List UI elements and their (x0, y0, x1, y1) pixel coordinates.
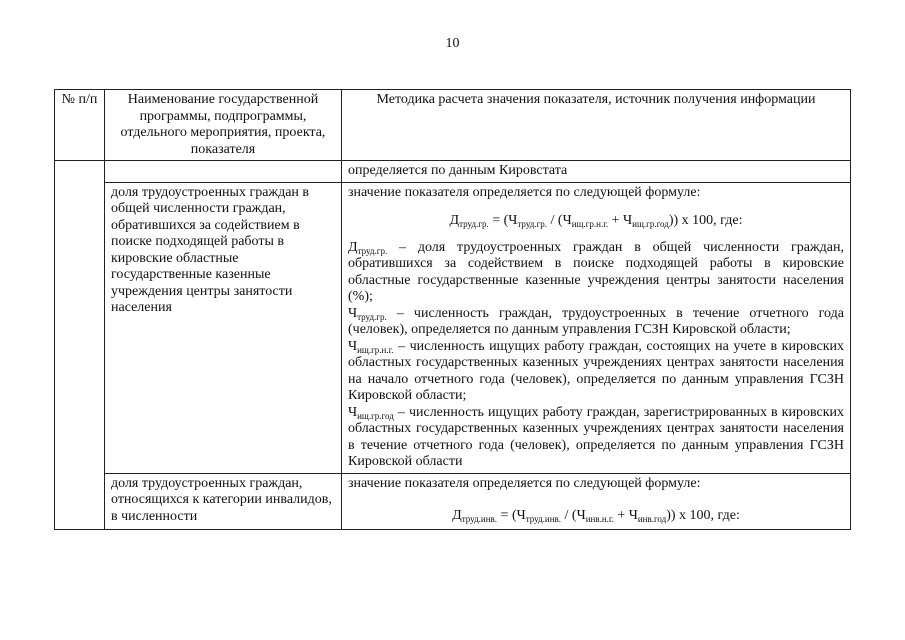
definition: $Ч_{труд.гр.}$ – численность граждан, трудоустроенных в течение отчетного года (человек), определяется по данным управления ГСЗН Кировской области; (348, 305, 844, 337)
number-cell (55, 161, 105, 530)
table-header-row (55, 90, 851, 161)
indicator-name-cell: доля трудоустроенных граждан в общей численности граждан, обратившихся за содействием в поиске подходящей работы в кировские областные государственные казенные учреждения центры занятости населения (105, 182, 342, 473)
formula-intro: значение показателя определяется по следующей формуле: (348, 184, 701, 200)
definition: $Ч_{ищ.гр.год}$ – численность ищущих работу граждан, зарегистрированных в кировских областных государственных казенных учреждениях центрах занятости населения в течение отчетного года (человек), определяется по данным управления ГСЗН Кировской области (348, 404, 844, 469)
table-row (55, 182, 851, 473)
header-name-cell: Наименование государственной программы, подпрограммы, отдельного мероприятия, проекта, показателя (105, 90, 342, 161)
definition: $Ч_{ищ.гр.н.г.}$ – численность ищущих работу граждан, состоящих на учете в кировских областных государственных казенных учреждениях центрах занятости населения на начало отчетного года (человек), определяется по данным управления ГСЗН Кировской области; (348, 338, 844, 403)
table-row (55, 473, 851, 529)
formula: $Д_{труд.инв.} = (Ч_{труд.инв.} / (Ч_{инв.н.г.} + Ч_{инв.год}))$ x 100, где: (452, 508, 740, 524)
page-number: 10 (445, 36, 460, 51)
formula: $Д_{труд.гр.} = (Ч_{труд.гр.} / (Ч_{ищ.гр.н.г.} + Ч_{ищ.гр.год}))$ x 100, где: (449, 213, 743, 229)
indicator-table (54, 89, 851, 530)
method-cell (342, 182, 851, 473)
table-row (55, 161, 851, 183)
header-method-cell: Методика расчета значения показателя, источник получения информации (342, 90, 851, 161)
name-cell (105, 161, 342, 183)
definition: $Д_{труд.гр.}$ – доля трудоустроенных граждан в общей численности граждан, обратившихся за содействием в поиске подходящей работы в кировские областные государственные казенные учреждения центры занятости населения (%); (348, 239, 844, 304)
header-number-cell: № п/п (55, 90, 105, 161)
method-cell: определяется по данным Кировстата (342, 161, 851, 183)
method-cell (342, 473, 851, 529)
indicator-name-cell: доля трудоустроенных граждан, относящихся к категории инвалидов, в численности (105, 473, 342, 529)
formula-intro: значение показателя определяется по следующей формуле: (348, 475, 701, 491)
